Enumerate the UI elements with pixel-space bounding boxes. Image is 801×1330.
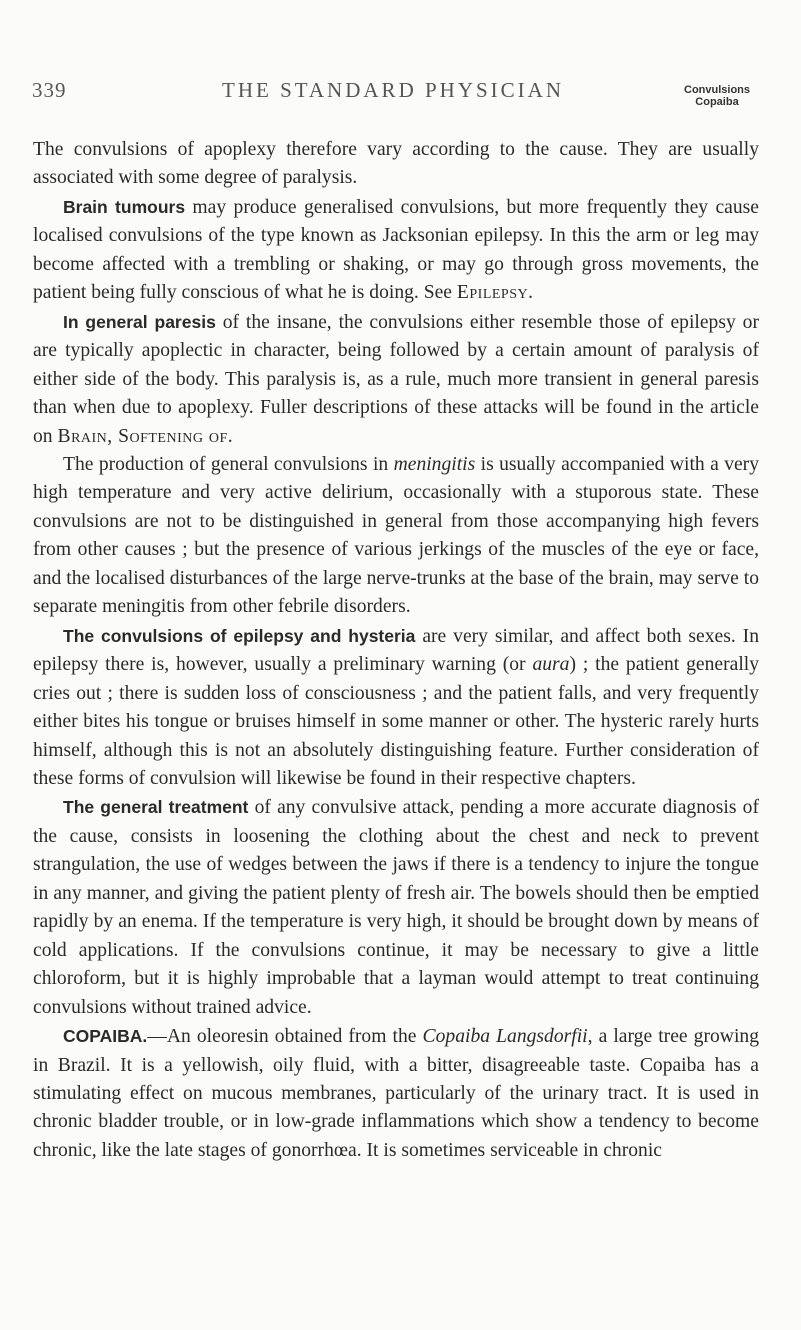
page-header xyxy=(0,78,801,118)
paragraph-meningitis xyxy=(33,451,759,622)
paragraph-text-end: is usually accompanied with a very high temperature and very active delirium, occasionally with a stuporous state. These convulsions are not to be distinguished in general from those accompanying high fevers from other causes ; but the presence of various jerkings of the muscles of the eye or face, and the localised disturbances of the large nerve-trunks at the base of the brain, may serve to separate meningitis from other febrile disorders. xyxy=(33,453,760,618)
paragraph-copaiba xyxy=(33,1022,759,1165)
paragraph-text: of any convulsive attack, pending a more accurate diagnosis of the cause, consists in loosening the clothing about the chest and neck to prevent strangulation, the use of wedges between the jaws if there is a tendency to injure the tongue in any manner, and giving the patient plenty of fresh air. The bowels should then be emptied rapidly by an enema. If the temperature is very high, it should be brought down by means of cold applications. If the convulsions continue, it may be necessary to give a little chloroform, but it is highly improbable that a layman would attempt to treat continuing convulsions without trained advice. xyxy=(33,797,759,1018)
catchword-copaiba: Copaiba xyxy=(695,96,739,108)
paragraph-text: —An oleoresin obtained from the xyxy=(147,1026,423,1048)
paragraph-text: of the insane, the convulsions either resemble those of epilepsy or are typically apoplectic in character, being followed by a certain amount of paralysis of either side of the body. This paralysis is, as a rule, much more transient in general paresis than when due to apoplexy. Fuller descriptions of these attacks will be found in the article on xyxy=(33,311,759,447)
paragraph-heading: In general paresis xyxy=(63,311,216,332)
entry-heading: COPAIBA. xyxy=(63,1026,148,1047)
running-title: THE STANDARD PHYSICIAN xyxy=(222,78,564,102)
paragraph-heading: The convulsions of epilepsy and hysteria xyxy=(63,625,416,646)
italic-term: meningitis xyxy=(393,453,476,475)
catchword-convulsions: Convulsions xyxy=(684,84,751,96)
italic-term: Copaiba Langsdorfii xyxy=(422,1026,588,1048)
paragraph-text: The convulsions of apoplexy therefore vary according to the cause. They are usually associated with some degree of paralysis. xyxy=(33,139,759,189)
paragraph-brain-tumours xyxy=(33,193,759,308)
cross-reference: Epilepsy xyxy=(456,282,529,304)
paragraph-text: may produce generalised convulsions, but more frequently they cause localised convulsions of the type known as Jacksonian epilepsy. In this the arm or leg may become affected with a trembling or shaking, or may go through gross movements, the patient being fully conscious of what he is doing. See xyxy=(33,196,759,304)
page-number: 339 xyxy=(32,78,67,102)
italic-term: aura xyxy=(532,654,570,676)
paragraph-epilepsy-hysteria xyxy=(33,622,759,794)
paragraph-text-end: ) ; the patient generally cries out ; there is sudden loss of consciousness ; and the patient falls, and very frequently either bites his tongue or bruises himself in some manner or other. The hysteric rarely hurts himself, although this is not an absolutely distinguishing feature. Further consideration of these forms of convulsion will likewise be found in their respective chapters. xyxy=(33,654,759,789)
catchwords xyxy=(684,84,750,108)
paragraph-heading: Brain tumours xyxy=(63,196,186,217)
paragraph-text-end: . xyxy=(227,425,233,447)
page-body xyxy=(33,136,759,1165)
paragraph-general-paresis xyxy=(33,308,759,451)
paragraph-text-end: , a large tree growing in Brazil. It is a yellowish, oily fluid, with a bitter, disagreeable taste. Copaiba has a stimulating effect on mucous membranes, particularly of the urinary tract. It is used in chronic bladder trouble, or in low-grade inflammations which show a tendency to become chronic, like the late stages of gonorrhœa. It is sometimes serviceable in chronic xyxy=(33,1026,759,1161)
paragraph-text: The production of general convulsions in xyxy=(63,453,394,475)
paragraph-text-end: . xyxy=(528,282,534,304)
paragraph-text: are very similar, and affect both sexes. In epilepsy there is, however, usually a preliminary warning (or xyxy=(33,625,760,676)
paragraph-apoplexy xyxy=(33,136,759,193)
paragraph-heading: The general treatment xyxy=(63,797,249,818)
paragraph-general-treatment xyxy=(33,793,759,1022)
cross-reference: Brain, Softening of xyxy=(57,425,228,447)
